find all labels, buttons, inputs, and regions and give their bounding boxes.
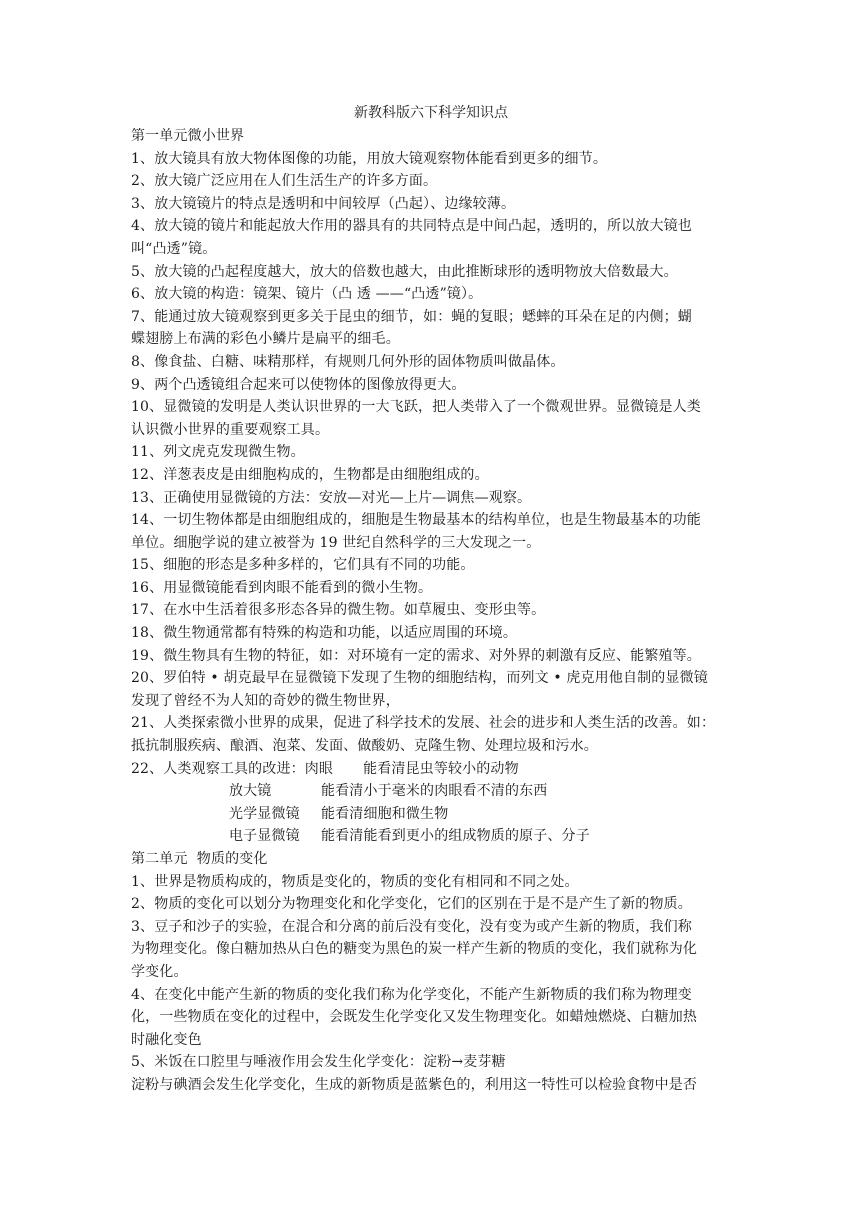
text-line: 发现了曾经不为人知的奇妙的微生物世界， bbox=[131, 692, 400, 709]
item22-lead-line bbox=[131, 758, 731, 781]
text-line: 单位。细胞学说的建立被誉为 19 世纪自然科学的三大发现之一。 bbox=[131, 534, 541, 551]
text-line: 抵抗制服疾病、酿酒、泡菜、发面、做酸奶、克隆生物、处理垃圾和污水。 bbox=[131, 738, 598, 755]
text-line: 10、显微镜的发明是人类认识世界的一大飞跃，把人类带入了一个微观世界。显微镜是人类 bbox=[131, 399, 701, 416]
unit2-heading: 第二单元 物质的变化 bbox=[131, 851, 268, 867]
text-line: 8、像食盐、白糖、味精那样，有规则几何外形的固体物质叫做晶体。 bbox=[131, 353, 565, 370]
text-line: 21、人类探索微小世界的成果，促进了科学技术的发展、社会的进步和人类生活的改善。如： bbox=[131, 715, 716, 732]
text-line: 4、放大镜的镜片和能起放大作用的器具有的共同特点是中间凸起，透明的，所以放大镜也 bbox=[131, 218, 692, 235]
text-line: 17、在水中生活着很多形态各异的微生物。如草履虫、变形虫等。 bbox=[131, 602, 546, 619]
text-line: 7、能通过放大镜观察到更多关于昆虫的细节，如：蝇的复眼；蟋蟀的耳朵在足的内侧；蝴 bbox=[131, 308, 692, 325]
text-line: 4、在变化中能产生新的物质的变化我们称为化学变化，不能产生新物质的我们称为物理变 bbox=[131, 986, 692, 1003]
unit2-section bbox=[131, 848, 731, 1097]
document-page bbox=[131, 102, 731, 1097]
tool-name: 放大镜 bbox=[229, 783, 272, 800]
text-line: 5、米饭在口腔里与唾液作用会发生化学变化：淀粉→麦芽糖 bbox=[131, 1054, 506, 1071]
text-line: 12、洋葱表皮是由细胞构成的，生物都是由细胞组成的。 bbox=[131, 466, 489, 483]
text-line: 19、微生物具有生物的特征，如：对环境有一定的需求、对外界的刺激有反应、能繁殖等。 bbox=[131, 647, 701, 664]
tool-row bbox=[131, 803, 731, 826]
tool-desc: 能看清细胞和微生物 bbox=[321, 805, 449, 822]
text-line: 20、罗伯特 • 胡克最早在显微镜下发现了生物的细胞结构，而列文 • 虎克用他自制的显微镜 bbox=[131, 670, 708, 687]
text-line: 化，一些物质在变化的过程中，会既发生化学变化又发生物理变化。如蜡烛燃烧、白糖加热 bbox=[131, 1009, 697, 1026]
text-line: 3、豆子和沙子的实验，在混合和分离的前后没有变化，没有变为或产生新的物质，我们称 bbox=[131, 918, 692, 935]
unit1-section bbox=[131, 125, 731, 848]
unit2-lines bbox=[131, 871, 731, 1097]
tool-row bbox=[131, 825, 731, 848]
document-title: 新教科版六下科学知识点 bbox=[354, 105, 508, 121]
tool-name: 电子显微镜 bbox=[229, 828, 300, 845]
text-line: 13、正确使用显微镜的方法：安放—对光—上片—调焦—观察。 bbox=[131, 489, 532, 506]
text-line: 蝶翅膀上布满的彩色小鳞片是扁平的细毛。 bbox=[131, 331, 400, 348]
text-line: 认识微小世界的重要观察工具。 bbox=[131, 421, 330, 438]
tool-desc: 能看清能看到更小的组成物质的原子、分子 bbox=[321, 828, 590, 845]
tool-row bbox=[131, 780, 731, 803]
text-line: 18、微生物通常都有特殊的构造和功能，以适应周围的环境。 bbox=[131, 625, 518, 642]
text-line: 淀粉与碘酒会发生化学变化，生成的新物质是蓝紫色的，利用这一特性可以检验食物中是否 bbox=[131, 1076, 697, 1093]
text-line: 1、放大镜具有放大物体图像的功能，用放大镜观察物体能看到更多的细节。 bbox=[131, 150, 608, 167]
item22-lead: 22、人类观察工具的改进：肉眼 bbox=[131, 760, 334, 777]
text-line: 9、两个凸透镜组合起来可以使物体的图像放得更大。 bbox=[131, 376, 466, 393]
text-line: 学变化。 bbox=[131, 963, 188, 980]
tool-desc: 能看清小于毫米的肉眼看不清的东西 bbox=[321, 783, 548, 800]
text-line: 14、一切生物体都是由细胞组成的，细胞是生物最基本的结构单位，也是生物最基本的功能 bbox=[131, 512, 701, 529]
text-line: 5、放大镜的凸起程度越大，放大的倍数也越大，由此推断球形的透明物放大倍数最大。 bbox=[131, 263, 678, 280]
unit1-lines bbox=[131, 148, 731, 758]
text-line: 3、放大镜镜片的特点是透明和中间较厚（凸起）、边缘较薄。 bbox=[131, 195, 516, 212]
text-line: 时融化变色 bbox=[131, 1031, 202, 1048]
text-line: 16、用显微镜能看到肉眼不能看到的微小生物。 bbox=[131, 579, 433, 596]
tool-name: 光学显微镜 bbox=[229, 805, 300, 822]
text-line: 2、物质的变化可以划分为物理变化和化学变化，它们的区别在于是不是产生了新的物质。 bbox=[131, 896, 692, 913]
text-line: 15、细胞的形态是多种多样的，它们具有不同的功能。 bbox=[131, 557, 475, 574]
unit1-heading: 第一单元微小世界 bbox=[131, 128, 245, 144]
text-line: 为物理变化。像白糖加热从白色的糖变为黑色的炭一样产生新的物质的变化，我们就称为化 bbox=[131, 941, 697, 958]
text-line: 1、世界是物质构成的，物质是变化的，物质的变化有相同和不同之处。 bbox=[131, 873, 579, 890]
text-line: 11、列文虎克发现微生物。 bbox=[131, 444, 305, 461]
text-line: 叫“凸透”镜。 bbox=[131, 240, 217, 257]
item22-rows bbox=[131, 780, 731, 848]
item22-lead-desc: 能看清昆虫等较小的动物 bbox=[363, 760, 519, 777]
text-line: 2、放大镜广泛应用在人们生活生产的许多方面。 bbox=[131, 173, 438, 190]
text-line: 6、放大镜的构造：镜架、镜片（凸 透 ——“凸透”镜）。 bbox=[131, 286, 483, 303]
